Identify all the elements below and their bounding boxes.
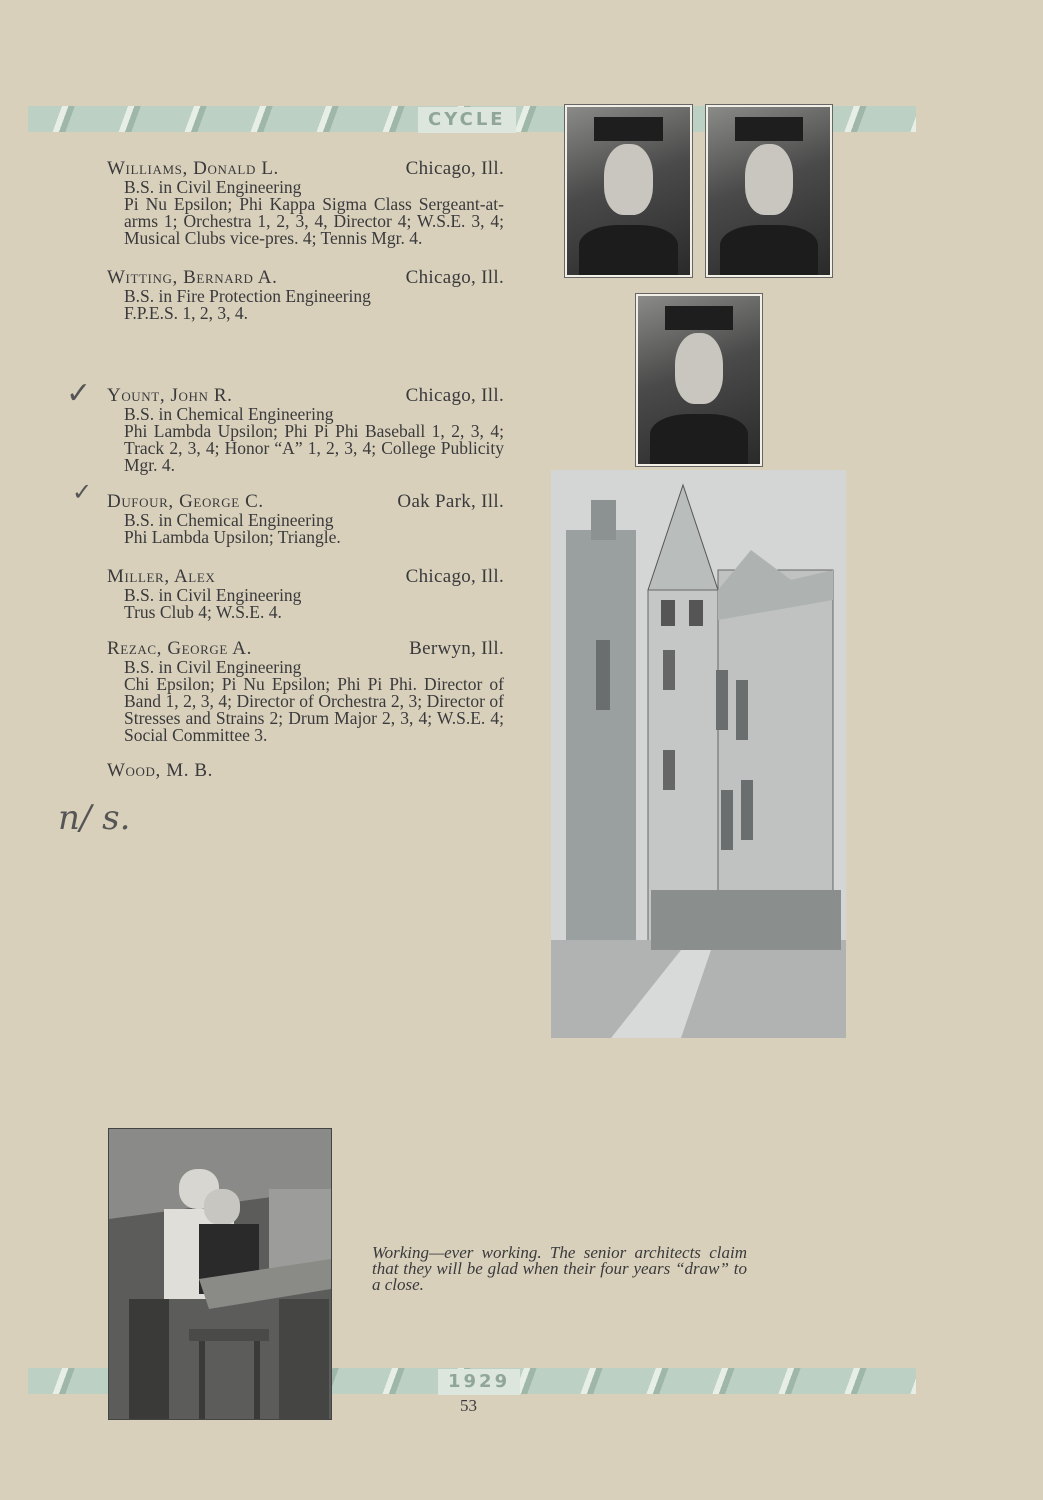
entry-degree: B.S. in Fire Protection Engineering [124, 286, 371, 306]
entry-details: Pi Nu Epsilon; Phi Kappa Sigma Class Sergeant-at-arms 1; Orchestra 1, 2, 3, 4, Director 4; W.S.E. 3, 4; Musical Clubs vice-pres. 4; Tennis Mgr. 4. [124, 194, 504, 248]
entry-name: Williams, Donald L. [107, 158, 279, 179]
entry-wood [107, 762, 504, 781]
entry-details: Chi Epsilon; Pi Nu Epsilon; Phi Pi Phi. Director of Band 1, 2, 3, 4; Director of Orchestra 2, 3; Director of Stresses and Strains 2; Drum Major 2, 3, 4; W.S.E. 4; Social Committee 3. [124, 674, 504, 745]
photo-caption: Working—ever working. The senior architects claim that they will be glad when their four years “draw” to a close. [372, 1243, 747, 1294]
entry-city: Chicago, Ill. [405, 158, 504, 179]
architects-working-drawing [109, 1129, 331, 1419]
entry-degree: B.S. in Civil Engineering [124, 657, 302, 677]
entry-dufour [107, 493, 504, 546]
entry-williams [107, 160, 504, 247]
entry-name: Miller, Alex [107, 566, 216, 587]
building-sketch-drawing [551, 470, 846, 1038]
entry-rezac [107, 640, 504, 744]
architects-working-photo [108, 1128, 332, 1420]
building-sketch [551, 470, 846, 1038]
entry-degree: B.S. in Chemical Engineering [124, 404, 334, 424]
entry-details: Phi Lambda Upsilon; Phi Pi Phi Baseball 1, 2, 3, 4; Track 2, 3, 4; Honor “A” 1, 2, 3, 4; College Publicity Mgr. 4. [124, 421, 504, 475]
portrait-photo [565, 105, 692, 277]
entry-details: Phi Lambda Upsilon; Triangle. [124, 527, 341, 547]
entry-name: Wood, M. B. [107, 760, 214, 781]
entry-city: Chicago, Ill. [405, 385, 504, 406]
page-number: 53 [460, 1396, 477, 1415]
entry-city: Chicago, Ill. [405, 566, 504, 587]
portrait-photo [636, 294, 762, 466]
entry-city: Oak Park, Ill. [397, 491, 504, 512]
entry-name: Yount, John R. [107, 385, 233, 406]
entry-degree: B.S. in Civil Engineering [124, 177, 302, 197]
handwritten-mark: n/ s. [58, 798, 131, 838]
entry-details: F.P.E.S. 1, 2, 3, 4. [124, 303, 249, 323]
footer-band-label: 1929 [438, 1369, 520, 1395]
check-mark: ✓ [66, 376, 92, 411]
entry-degree: B.S. in Chemical Engineering [124, 510, 334, 530]
entry-city: Berwyn, Ill. [409, 638, 504, 659]
entry-details: Trus Club 4; W.S.E. 4. [124, 602, 282, 622]
entry-city: Chicago, Ill. [405, 267, 504, 288]
portrait-photo [706, 105, 832, 277]
entry-yount [107, 387, 504, 474]
entry-name: Rezac, George A. [107, 638, 252, 659]
entry-degree: B.S. in Civil Engineering [124, 585, 302, 605]
entry-name: Witting, Bernard A. [107, 267, 278, 288]
header-band-label: CYCLE [418, 107, 516, 133]
check-mark: ✓ [72, 478, 93, 506]
entry-witting [107, 269, 504, 322]
entry-name: Dufour, George C. [107, 491, 264, 512]
entry-miller [107, 568, 504, 621]
